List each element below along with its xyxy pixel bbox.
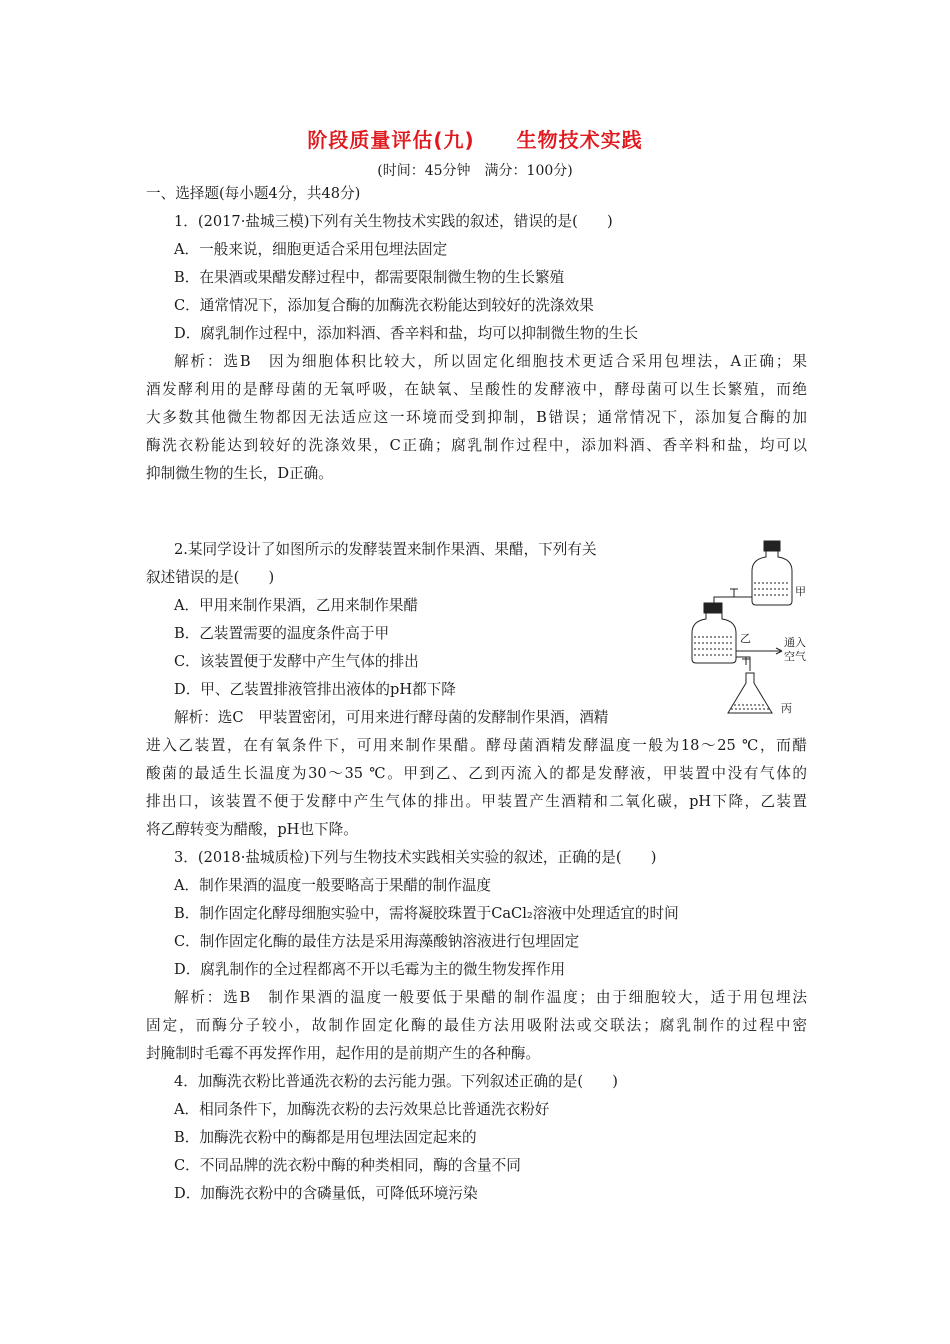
- q3-explanation-line: 封腌制时毛霉不再发挥作用，起作用的是前期产生的各种酶。: [146, 1045, 541, 1062]
- exam-info: (时间：45分钟 满分：100分): [377, 163, 573, 179]
- label-air-1: 通入: [784, 636, 806, 649]
- q1-explanation-line: 抑制微生物的生长，D正确。: [146, 465, 333, 482]
- jia-bottle: [752, 551, 792, 605]
- q2-explanation-line: 将乙醇转变为醋酸，pH也下降。: [146, 821, 358, 838]
- q3-explanation-line: 解析：选B 制作果酒的温度一般要低于果醋的制作温度；由于细胞较大，适于用包埋法: [174, 989, 807, 1006]
- label-bing: 丙: [781, 702, 792, 715]
- q3-stem: 3．(2018·盐城质检)下列与生物技术实践相关实验的叙述，正确的是( ): [174, 849, 657, 866]
- q1-explanation-line: 酒发酵利用的是酵母菌的无氧呼吸，在缺氧、呈酸性的发酵液中，酵母菌可以生长繁殖，而绝: [146, 381, 807, 398]
- apparatus-drawing: [684, 533, 814, 723]
- q2-option-a: A．甲用来制作果酒，乙用来制作果醋: [174, 597, 419, 614]
- q1-explanation-line: 酶洗衣粉能达到较好的洗涤效果，C正确；腐乳制作过程中，添加料酒、香辛料和盐，均可以: [146, 437, 807, 454]
- q3-option-d: D．腐乳制作的全过程都离不开以毛霉为主的微生物发挥作用: [174, 961, 566, 978]
- q4-option-d: D．加酶洗衣粉中的含磷量低，可降低环境污染: [174, 1185, 478, 1202]
- q1-option-a: A．一般来说，细胞更适合采用包埋法固定: [174, 241, 448, 258]
- q1-option-b: B．在果酒或果醋发酵过程中，都需要限制微生物的生长繁殖: [174, 269, 565, 286]
- q4-option-b: B．加酶洗衣粉中的酶都是用包埋法固定起来的: [174, 1129, 477, 1146]
- label-air-2: 空气: [784, 650, 806, 663]
- q4-option-c: C．不同品牌的洗衣粉中酶的种类相同，酶的含量不同: [174, 1157, 521, 1174]
- q2-stem: 2.某同学设计了如图所示的发酵装置来制作果酒、果醋，下列有关: [174, 541, 597, 558]
- q2-explanation-line: 排出口，该装置不便于发酵中产生气体的排出。甲装置产生酒精和二氧化碳，pH下降，乙装置: [146, 793, 807, 810]
- section-heading: 一、选择题(每小题4分，共48分): [146, 185, 361, 202]
- q4-stem: 4．加酶洗衣粉比普通洗衣粉的去污能力强。下列叙述正确的是( ): [174, 1073, 618, 1090]
- q2-option-d: D．甲、乙装置排液管排出液体的pH都下降: [174, 681, 456, 698]
- jia-outlet-pipe: [730, 589, 752, 597]
- label-yi: 乙: [740, 632, 751, 645]
- q2-stem-cont: 叙述错误的是( ): [146, 569, 275, 586]
- yi-cap: [704, 603, 722, 613]
- q4-option-a: A．相同条件下，加酶洗衣粉的去污效果总比普通洗衣粉好: [174, 1101, 550, 1118]
- q2-explanation-line: 进入乙装置，在有氧条件下，可用来制作果醋。酵母菌酒精发酵温度一般为18～25 ℃，而醋: [146, 737, 807, 754]
- page-title: 阶段质量评估(九) 生物技术实践: [307, 128, 643, 152]
- fermentation-apparatus-figure: [684, 533, 814, 723]
- q2-option-c: C．该装置便于发酵中产生气体的排出: [174, 653, 419, 670]
- q1-option-d: D．腐乳制作过程中，添加料酒、香辛料和盐，均可以抑制微生物的生长: [174, 325, 639, 342]
- q2-option-b: B．乙装置需要的温度条件高于甲: [174, 625, 390, 642]
- bing-flask: [728, 673, 772, 713]
- q1-explanation-line: 解析：选B 因为细胞体积比较大，所以固定化细胞技术更适合采用包埋法，A正确；果: [174, 353, 807, 370]
- q3-explanation-line: 固定，而酶分子较小，故制作固定化酶的最佳方法用吸附法或交联法；腐乳制作的过程中密: [146, 1017, 807, 1034]
- q3-option-a: A．制作果酒的温度一般要略高于果醋的制作温度: [174, 877, 492, 894]
- q1-stem: 1．(2017·盐城三模)下列有关生物技术实践的叙述，错误的是( ): [174, 213, 613, 230]
- q1-option-c: C．通常情况下，添加复合酶的加酶洗衣粉能达到较好的洗涤效果: [174, 297, 594, 314]
- q3-option-c: C．制作固定化酶的最佳方法是采用海藻酸钠溶液进行包埋固定: [174, 933, 580, 950]
- q3-option-b: B．制作固定化酵母细胞实验中，需将凝胶珠置于CaCl₂溶液中处理适宜的时间: [174, 905, 679, 922]
- jia-cap: [764, 541, 780, 551]
- q1-explanation-line: 大多数其他微生物都因无法适应这一环境而受到抑制，B错误；通常情况下，添加复合酶的加: [146, 409, 807, 426]
- label-jia: 甲: [795, 585, 806, 598]
- q2-explanation-line: 酸菌的最适生长温度为30～35 ℃。甲到乙、乙到丙流入的都是发酵液，甲装置中没有气体的: [146, 765, 807, 782]
- q2-explanation-line: 解析：选C 甲装置密闭，可用来进行酵母菌的发酵制作果酒，酒精: [174, 709, 609, 726]
